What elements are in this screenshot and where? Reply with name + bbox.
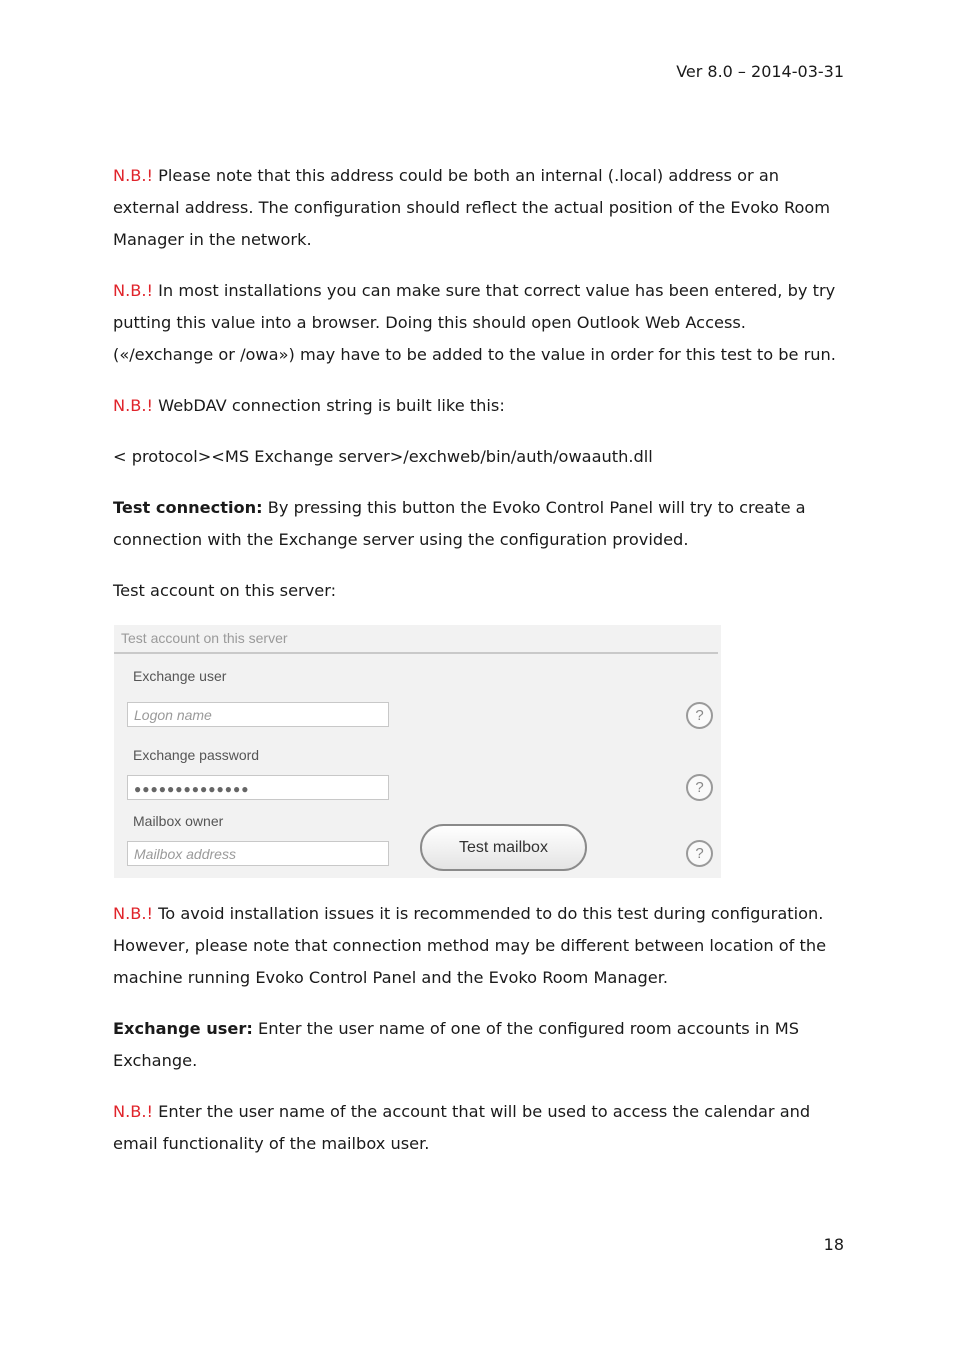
paragraph-text: WebDAV connection string is built like this: — [153, 396, 505, 415]
paragraph-nb-installation — [113, 898, 848, 994]
mailbox-address-input[interactable] — [127, 841, 389, 866]
paragraph-test-connection — [113, 492, 848, 556]
nb-label: N.B.! — [113, 281, 153, 300]
paragraph-exchange-user — [113, 1013, 848, 1077]
help-icon[interactable]: ? — [686, 702, 713, 729]
test-mailbox-button[interactable]: Test mailbox — [420, 824, 587, 871]
page-content — [113, 160, 848, 1179]
paragraph-nb-address — [113, 160, 848, 256]
paragraph-text: By pressing this button the Evoko Control Panel will try to create a connection with the Exchange server using the configuration provided. — [113, 498, 806, 549]
paragraph-nb-webdav — [113, 390, 848, 422]
logon-name-placeholder: Logon name — [134, 707, 212, 723]
paragraph-test-account-intro: Test account on this server: — [113, 581, 337, 600]
version-header: Ver 8.0 – 2014-03-31 — [676, 62, 844, 81]
mailbox-owner-label: Mailbox owner — [133, 813, 224, 829]
mailbox-address-placeholder: Mailbox address — [134, 846, 236, 862]
term-exchange-user: Exchange user: — [113, 1019, 253, 1038]
panel-header — [114, 625, 718, 654]
paragraph-nb-browser — [113, 275, 848, 371]
paragraph-text: Enter the user name of one of the configured room accounts in MS Exchange. — [113, 1019, 800, 1070]
panel-title: Test account on this server — [121, 630, 288, 646]
test-account-panel — [114, 625, 721, 878]
page-number: 18 — [823, 1235, 844, 1254]
help-icon[interactable]: ? — [686, 774, 713, 801]
paragraph-text: Please note that this address could be both an internal (.local) address or an external address. The configuration should reflect the actual position of the Evoko Room Manager in the network. — [113, 166, 831, 249]
paragraph-text: Enter the user name of the account that will be used to access the calendar and email functionality of the mailbox user. — [113, 1102, 811, 1153]
paragraph-nb-account — [113, 1096, 848, 1160]
password-input[interactable] — [127, 775, 389, 800]
nb-label: N.B.! — [113, 166, 153, 185]
help-icon[interactable]: ? — [686, 840, 713, 867]
exchange-password-label: Exchange password — [133, 747, 260, 763]
nb-label: N.B.! — [113, 1102, 153, 1121]
paragraph-text: To avoid installation issues it is recommended to do this test during configuration. However, please note that connection method may be different between location of the machine running Evoko Control Panel and the Evoko Room Manager. — [113, 904, 827, 987]
paragraph-text: In most installations you can make sure that correct value has been entered, by try putting this value into a browser. Doing this should open Outlook Web Access. («/exchange or /owa») may have to be added to the value in order for this test to be run. — [113, 281, 836, 364]
exchange-user-label: Exchange user — [133, 668, 227, 684]
logon-name-input[interactable] — [127, 702, 389, 727]
term-test-connection: Test connection: — [113, 498, 263, 517]
nb-label: N.B.! — [113, 396, 153, 415]
nb-label: N.B.! — [113, 904, 153, 923]
password-value: ●●●●●●●●●●●●●● — [134, 782, 250, 796]
paragraph-connection-string: < protocol><MS Exchange server>/exchweb/bin/auth/owaauth.dll — [113, 447, 653, 466]
